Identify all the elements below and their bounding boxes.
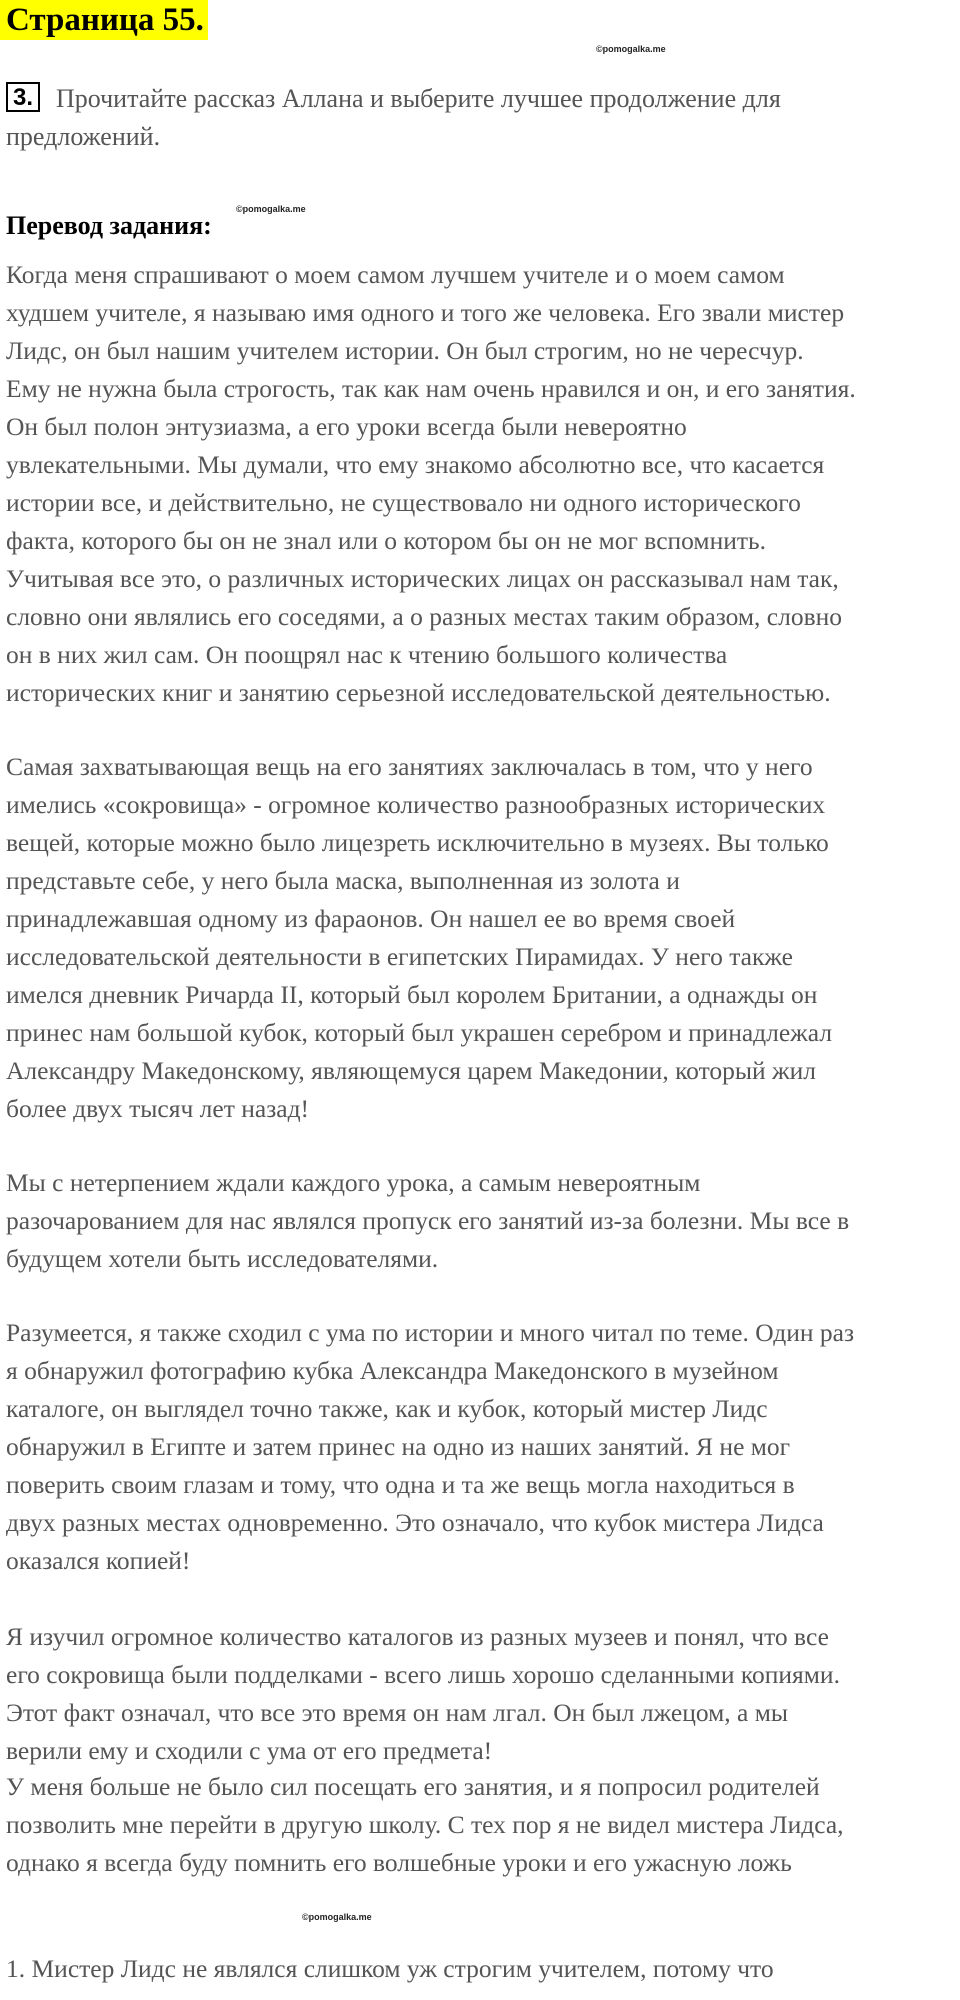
- paragraph: [6, 1950, 958, 1988]
- text-line: имелся дневник Ричарда II, который был королем Британии, а однажды он: [6, 980, 818, 1009]
- paragraph: [6, 1768, 958, 1882]
- task-number-box: 3.: [6, 82, 40, 112]
- task-instruction-line-1: Прочитайте рассказ Аллана и выберите лучшее продолжение для: [56, 84, 781, 113]
- text-line: Учитывая все это, о различных исторических лицах он рассказывал нам так,: [6, 564, 839, 593]
- task-instruction-line-2: предложений.: [6, 122, 161, 151]
- page-title: Страница 55.: [0, 0, 208, 40]
- text-line: верили ему и сходили с ума от его предмета!: [6, 1736, 493, 1765]
- text-line: позволить мне перейти в другую школу. С тех пор я не видел мистера Лидса,: [6, 1810, 844, 1839]
- text-line: Этот факт означал, что все это время он нам лгал. Он был лжецом, а мы: [6, 1698, 788, 1727]
- text-line: представьте себе, у него была маска, выполненная из золота и: [6, 866, 680, 895]
- text-line: исторических книг и занятию серьезной исследовательской деятельностью.: [6, 678, 831, 707]
- text-line: Самая захватывающая вещь на его занятиях заключалась в том, что у него: [6, 752, 813, 781]
- text-line: двух разных местах одновременно. Это означало, что кубок мистера Лидса: [6, 1508, 824, 1537]
- text-line: Когда меня спрашивают о моем самом лучшем учителе и о моем самом: [6, 260, 785, 289]
- text-line: поверить своим глазам и тому, что одна и та же вещь могла находиться в: [6, 1470, 795, 1499]
- text-line: принадлежавшая одному из фараонов. Он нашел ее во время своей: [6, 904, 736, 933]
- watermark: ©pomogalka.me: [302, 1912, 372, 1922]
- text-line: факта, которого бы он не знал или о котором бы он не мог вспомнить.: [6, 526, 767, 555]
- text-line: каталоге, он выглядел точно также, как и кубок, который мистер Лидс: [6, 1394, 768, 1423]
- text-line: будущем хотели быть исследователями.: [6, 1244, 439, 1273]
- paragraph: [6, 748, 958, 1128]
- paragraph: [6, 1164, 958, 1278]
- text-line: он в них жил сам. Он поощрял нас к чтению большого количества: [6, 640, 728, 669]
- text-line: исследовательской деятельности в египетских Пирамидах. У него также: [6, 942, 793, 971]
- text-line: вещей, которые можно было лицезреть исключительно в музеях. Вы только: [6, 828, 829, 857]
- text-line: Мы с нетерпением ждали каждого урока, а самым невероятным: [6, 1168, 701, 1197]
- paragraph: [6, 1618, 958, 1770]
- text-line: У меня больше не было сил посещать его занятия, и я попросил родителей: [6, 1772, 820, 1801]
- text-line: его сокровища были подделками - всего лишь хорошо сделанными копиями.: [6, 1660, 840, 1689]
- text-line: 1. Мистер Лидс не являлся слишком уж строгим учителем, потому что: [6, 1954, 774, 1983]
- text-line: Ему не нужна была строгость, так как нам очень нравился и он, и его занятия.: [6, 374, 856, 403]
- text-line: Разумеется, я также сходил с ума по истории и много читал по теме. Один раз: [6, 1318, 855, 1347]
- text-line: принес нам большой кубок, который был украшен серебром и принадлежал: [6, 1018, 833, 1047]
- task-instruction: [6, 80, 926, 156]
- text-line: Я изучил огромное количество каталогов из разных музеев и понял, что все: [6, 1622, 829, 1651]
- text-line: оказался копией!: [6, 1546, 191, 1575]
- text-line: разочарованием для нас являлся пропуск его занятий из-за болезни. Мы все в: [6, 1206, 850, 1235]
- text-line: Александру Македонскому, являющемуся царем Македонии, который жил: [6, 1056, 817, 1085]
- text-line: я обнаружил фотографию кубка Александра Македонского в музейном: [6, 1356, 779, 1385]
- watermark: ©pomogalka.me: [596, 44, 666, 54]
- text-line: словно они являлись его соседями, а о разных местах таким образом, словно: [6, 602, 843, 631]
- paragraph: [6, 256, 958, 712]
- text-line: истории все, и действительно, не существовало ни одного исторического: [6, 488, 801, 517]
- text-line: имелись «сокровища» - огромное количество разнообразных исторических: [6, 790, 826, 819]
- text-line: обнаружил в Египте и затем принес на одно из наших занятий. Я не мог: [6, 1432, 791, 1461]
- paragraph: [6, 1314, 958, 1580]
- text-line: более двух тысяч лет назад!: [6, 1094, 310, 1123]
- text-line: увлекательными. Мы думали, что ему знакомо абсолютно все, что касается: [6, 450, 825, 479]
- watermark: ©pomogalka.me: [236, 204, 306, 214]
- text-line: однако я всегда буду помнить его волшебные уроки и его ужасную ложь: [6, 1848, 792, 1877]
- section-heading: Перевод задания:: [6, 211, 212, 240]
- text-line: Он был полон энтузиазма, а его уроки всегда были невероятно: [6, 412, 687, 441]
- text-line: Лидс, он был нашим учителем истории. Он был строгим, но не чересчур.: [6, 336, 804, 365]
- text-line: худшем учителе, я называю имя одного и того же человека. Его звали мистер: [6, 298, 845, 327]
